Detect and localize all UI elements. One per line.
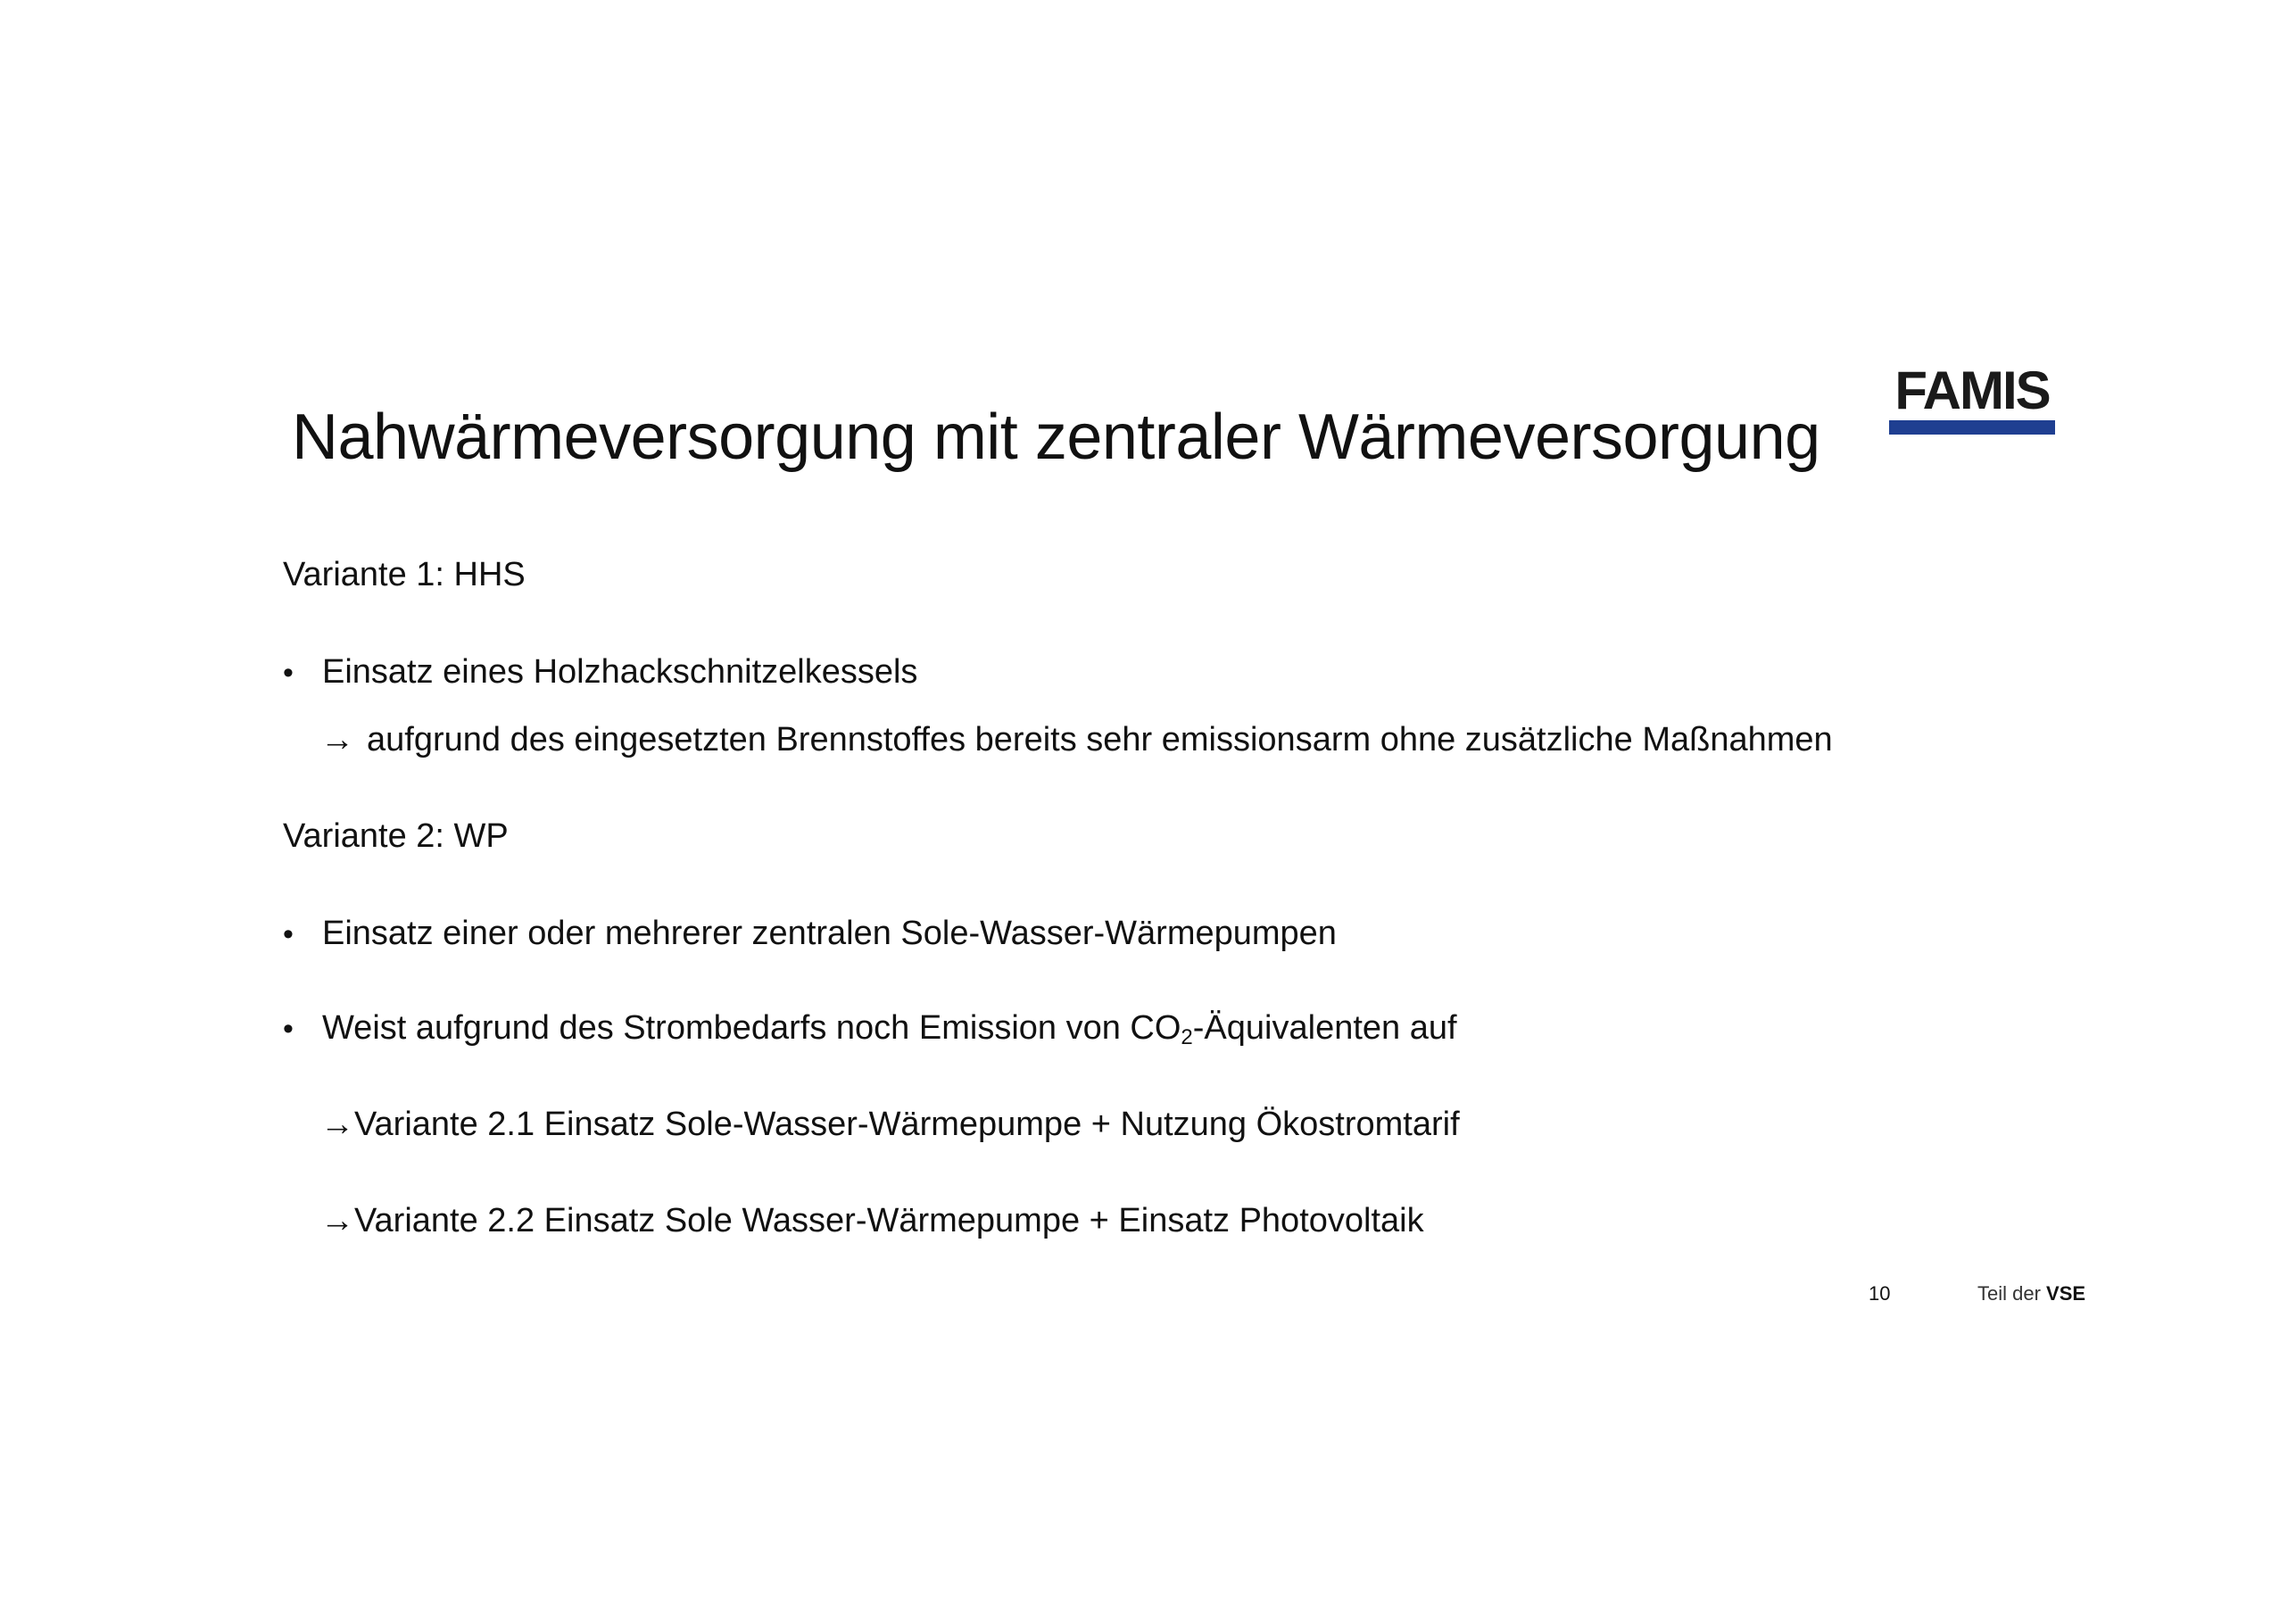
variant1-arrow-1 xyxy=(320,717,1833,762)
arrow-right-icon: → xyxy=(320,1202,354,1239)
footer-brand-name: VSE xyxy=(2046,1282,2086,1305)
arrow-right-icon: → xyxy=(320,1106,354,1143)
famis-logo xyxy=(1889,360,2055,437)
bullet-text: Einsatz eines Holzhackschnitzelkessels xyxy=(322,653,918,691)
bullet-text-after: -Äquivalenten auf xyxy=(1192,1009,1457,1047)
arrow-right-icon: → xyxy=(320,721,354,758)
footer-brand-prefix: Teil der xyxy=(1977,1282,2041,1305)
variant1-bullet-1 xyxy=(283,650,917,695)
bullet-icon: • xyxy=(283,1012,294,1046)
bullet-text-before: Weist aufgrund des Strombedarfs noch Emission von CO xyxy=(322,1009,1181,1047)
arrow-text: Variante 2.1 Einsatz Sole-Wasser-Wärmepumpe + Nutzung Ökostromtarif xyxy=(354,1106,1460,1143)
variant2-arrow-1 xyxy=(320,1102,1460,1147)
footer-brand xyxy=(1977,1281,2085,1306)
variant1-heading: Variante 1: HHS xyxy=(283,556,526,593)
arrow-text: Variante 2.2 Einsatz Sole Wasser-Wärmepumpe + Einsatz Photovoltaik xyxy=(354,1202,1424,1239)
bullet-icon: • xyxy=(283,656,294,690)
logo-text: FAMIS xyxy=(1894,360,2050,420)
variant2-bullet-2 xyxy=(283,1006,1457,1051)
logo-underline-bar xyxy=(1889,420,2055,435)
co2-subscript: 2 xyxy=(1181,1025,1193,1049)
variant2-arrow-2 xyxy=(320,1198,1424,1243)
bullet-text: Einsatz einer oder mehrerer zentralen Sole-Wasser-Wärmepumpen xyxy=(322,915,1337,952)
slide-title: Nahwärmeversorgung mit zentraler Wärmeversorgung xyxy=(292,402,1820,473)
variant2-heading: Variante 2: WP xyxy=(283,817,509,855)
bullet-icon: • xyxy=(283,917,294,951)
page-number: 10 xyxy=(1869,1282,1891,1305)
arrow-text: aufgrund des eingesetzten Brennstoffes bereits sehr emissionsarm ohne zusätzliche Maßnahmen xyxy=(367,721,1833,758)
variant2-bullet-1 xyxy=(283,911,1337,957)
